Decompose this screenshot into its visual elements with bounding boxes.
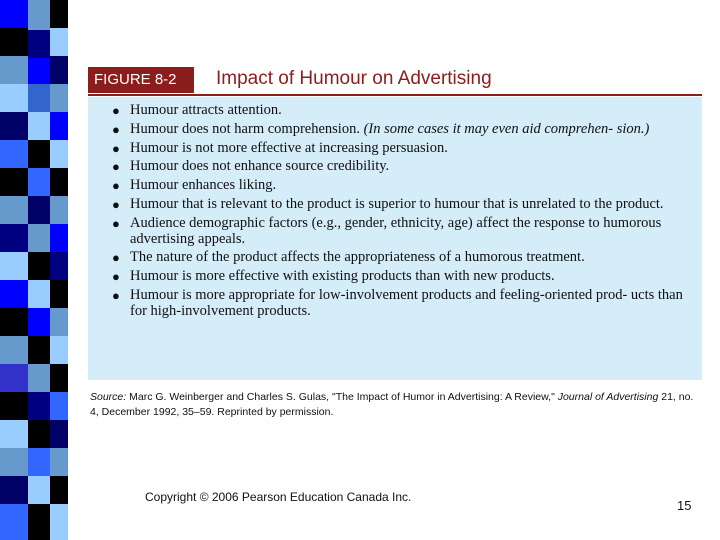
list-item: [110, 250, 686, 266]
strip-tile: [28, 448, 50, 476]
bullet-icon: ●: [112, 269, 120, 285]
list-item: [110, 103, 686, 119]
source-journal: Journal of Advertising: [557, 391, 659, 403]
bullet-icon: ●: [112, 140, 120, 156]
strip-tile: [50, 224, 68, 252]
list-item: [110, 288, 686, 320]
strip-tile: [0, 336, 28, 364]
strip-tile: [0, 112, 28, 140]
strip-tile: [50, 28, 68, 56]
strip-tile: [50, 392, 68, 420]
list-item-text: Humour does not harm comprehension.: [130, 120, 364, 137]
strip-tile: [0, 364, 28, 392]
strip-tile: [0, 28, 28, 56]
strip-tile: [50, 448, 68, 476]
strip-tile: [50, 280, 68, 308]
figure-header: [88, 67, 702, 97]
bullet-icon: ●: [112, 103, 120, 118]
bullet-icon: ●: [112, 287, 120, 303]
strip-tile: [28, 84, 50, 112]
strip-tile: [50, 196, 68, 224]
bullet-icon: ●: [112, 178, 120, 194]
strip-tile: [28, 112, 50, 140]
strip-tile: [50, 308, 68, 336]
figure-panel: [88, 97, 702, 380]
page-number: 15: [677, 498, 692, 513]
strip-tile: [50, 56, 68, 84]
list-item: [110, 178, 686, 194]
list-item: [110, 122, 686, 138]
strip-tile: [28, 336, 50, 364]
list-item-text: Humour is more effective with existing products than with new products.: [130, 268, 555, 285]
source-prefix: Source:: [90, 391, 127, 403]
list-item-text: Humour is more appropriate for low-involvement products and feeling-oriented prod- ucts than for high-involvement products.: [130, 286, 683, 319]
strip-tile: [50, 364, 68, 392]
strip-tile: [50, 168, 68, 196]
list-item-text: The nature of the product affects the appropriateness of a humorous treatment.: [130, 249, 585, 266]
figure-label: FIGURE 8-2: [88, 67, 194, 93]
figure-source-citation: [90, 390, 694, 420]
strip-tile: [28, 504, 50, 540]
list-item-text: Humour is not more effective at increasing persuasion.: [130, 139, 448, 156]
strip-tile: [0, 280, 28, 308]
strip-tile: [0, 504, 28, 540]
bullet-icon: ●: [112, 250, 120, 266]
strip-tile: [0, 392, 28, 420]
bullet-icon: ●: [112, 159, 120, 175]
bullet-icon: ●: [112, 121, 120, 137]
list-item: [110, 159, 686, 175]
strip-tile: [28, 308, 50, 336]
strip-tile: [0, 84, 28, 112]
strip-tile: [0, 420, 28, 448]
strip-tile: [50, 504, 68, 540]
copyright-notice: Copyright © 2006 Pearson Education Canada Inc.: [145, 490, 412, 504]
strip-tile: [0, 56, 28, 84]
strip-tile: [50, 420, 68, 448]
list-item: [110, 269, 686, 285]
strip-tile: [28, 252, 50, 280]
figure-title: Impact of Humour on Advertising: [216, 68, 492, 89]
strip-tile: [50, 84, 68, 112]
strip-tile: [28, 58, 50, 84]
strip-tile: [28, 196, 50, 224]
list-item-text: Humour enhances liking.: [130, 177, 277, 194]
strip-tile: [50, 476, 68, 504]
strip-tile: [28, 420, 50, 448]
figure-bullet-list: [88, 97, 702, 320]
strip-tile: [28, 224, 50, 252]
figure-divider: [88, 94, 702, 96]
list-item: [110, 197, 686, 213]
strip-tile: [28, 140, 50, 168]
strip-tile: [0, 224, 28, 252]
strip-tile: [0, 476, 28, 504]
strip-tile: [28, 280, 50, 308]
strip-tile: [0, 252, 28, 280]
strip-tile: [50, 336, 68, 364]
list-item-text: Humour attracts attention.: [130, 102, 282, 118]
strip-tile: [28, 364, 50, 392]
strip-tile: [50, 0, 68, 28]
list-item-text: Humour that is relevant to the product is superior to humour that is unrelated to the product.: [130, 195, 664, 212]
strip-tile: [0, 448, 28, 476]
strip-tile: [0, 168, 28, 196]
source-suffix: 21, no. 4, December 1992, 35–59. Reprinted by permission.: [90, 391, 694, 418]
strip-tile: [28, 168, 50, 196]
source-body: Marc G. Weinberger and Charles S. Gulas, "The Impact of Humor in Advertising: A Review,": [126, 391, 558, 403]
strip-tile: [28, 392, 50, 420]
strip-tile: [50, 252, 68, 280]
strip-tile: [0, 196, 28, 224]
strip-tile: [0, 0, 28, 28]
strip-tile: [0, 308, 28, 336]
strip-tile: [28, 0, 50, 30]
list-item-text: Humour does not enhance source credibility.: [130, 158, 390, 175]
decorative-tile-strip: [0, 0, 70, 540]
bullet-icon: ●: [112, 196, 120, 212]
strip-tile: [0, 140, 28, 168]
list-item: [110, 141, 686, 157]
list-item: [110, 216, 686, 248]
strip-tile: [28, 30, 50, 58]
strip-tile: [50, 112, 68, 140]
strip-tile: [28, 476, 50, 504]
list-item-text: Audience demographic factors (e.g., gender, ethnicity, age) affect the response to humorous advertising appeals.: [130, 214, 662, 247]
list-item-note: (In some cases it may even aid comprehen- sion.): [363, 120, 650, 137]
strip-tile: [50, 140, 68, 168]
bullet-icon: ●: [112, 215, 120, 231]
